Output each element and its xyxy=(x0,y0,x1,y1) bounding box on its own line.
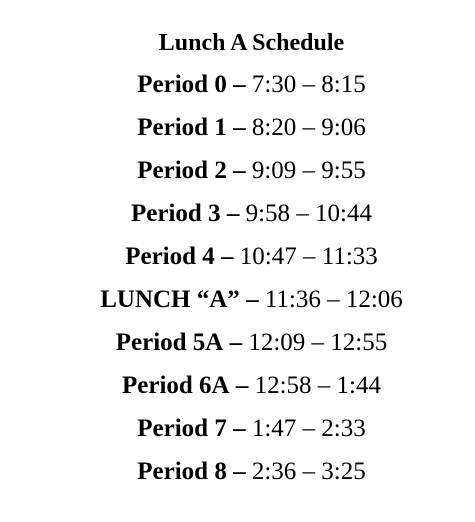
period-time: 11:36 – 12:06 xyxy=(264,286,403,313)
separator-dash: – xyxy=(229,329,243,356)
separator-dash: – xyxy=(233,71,246,98)
separator-dash: – xyxy=(233,458,246,485)
schedule-row-period-8 xyxy=(0,456,475,488)
separator-dash: – xyxy=(226,200,240,227)
page-title: Lunch A Schedule xyxy=(158,30,345,56)
period-label: Period 3 xyxy=(131,200,221,227)
separator-dash: – xyxy=(233,415,246,442)
period-label: LUNCH “A” xyxy=(100,286,240,313)
period-label: Period 7 xyxy=(137,415,227,442)
schedule-row-period-6a xyxy=(0,370,475,402)
schedule-row-period-3 xyxy=(0,198,475,230)
period-time: 10:47 – 11:33 xyxy=(239,243,378,270)
period-time: 12:09 – 12:55 xyxy=(248,329,388,356)
separator-dash: – xyxy=(235,372,249,399)
period-time: 7:30 – 8:15 xyxy=(251,71,366,98)
period-time: 9:58 – 10:44 xyxy=(245,200,372,227)
period-label: Period 5A xyxy=(115,329,224,356)
period-label: Period 8 xyxy=(137,458,227,485)
separator-dash: – xyxy=(233,157,246,184)
schedule-row-period-0 xyxy=(0,69,475,101)
schedule-row-period-4 xyxy=(0,241,475,273)
schedule-row-period-1 xyxy=(0,112,475,144)
period-time: 2:36 – 3:25 xyxy=(251,458,366,485)
separator-dash: – xyxy=(233,114,246,141)
period-time: 8:20 – 9:06 xyxy=(251,114,366,141)
schedule-row-period-7 xyxy=(0,413,475,445)
period-time: 9:09 – 9:55 xyxy=(251,157,366,184)
period-time: 1:47 – 2:33 xyxy=(251,415,366,442)
period-label: Period 6A xyxy=(121,372,230,399)
period-label: Period 0 xyxy=(137,71,227,98)
separator-dash: – xyxy=(246,286,259,313)
schedule-row-lunch-a xyxy=(0,284,475,316)
schedule-row-period-5a xyxy=(0,327,475,359)
schedule-row-period-2 xyxy=(0,155,475,187)
period-time: 12:58 – 1:44 xyxy=(254,372,382,399)
period-label: Period 2 xyxy=(137,157,227,184)
separator-dash: – xyxy=(221,243,234,270)
period-label: Period 1 xyxy=(137,114,227,141)
period-label: Period 4 xyxy=(125,243,215,270)
